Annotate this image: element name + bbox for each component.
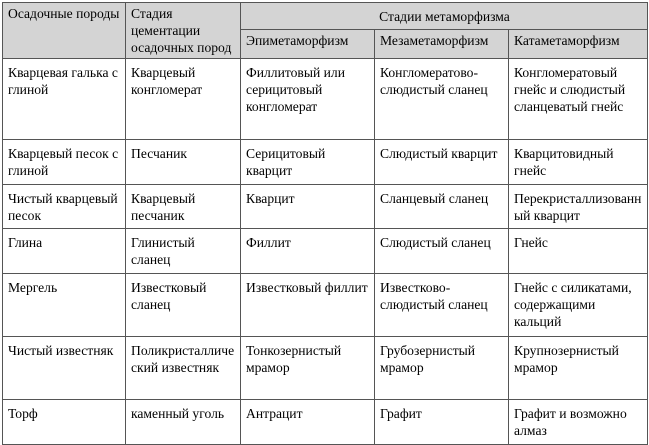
cell-cementation: Поликристаллический известняк	[126, 337, 241, 400]
cell-rock: Кварцевый песок с глиной	[3, 139, 126, 184]
cell-meso: Слюдистый кварцит	[375, 139, 509, 184]
cell-cementation: Песчаник	[126, 139, 241, 184]
cell-kata: Конгломератовый гнейс и слюдистый сланцеватый гнейс	[509, 59, 648, 140]
cell-kata: Гнейс с силикатами, содержащими кальций	[509, 273, 648, 336]
table-header	[3, 3, 648, 59]
cell-cementation: Кварцевый песчаник	[126, 184, 241, 229]
cell-kata: Перекристаллизованный кварцит	[509, 184, 648, 229]
table-row	[3, 337, 648, 400]
cell-cementation: каменный уголь	[126, 400, 241, 445]
cell-meso: Сланцевый сланец	[375, 184, 509, 229]
cell-epi: Филлитовый или серицитовый конгломерат	[241, 59, 375, 140]
header-sedimentary-rocks: Осадочные породы	[3, 3, 126, 59]
cell-meso: Известково-слюдистый сланец	[375, 273, 509, 336]
cell-epi: Известковый филлит	[241, 273, 375, 336]
cell-meso: Слюдистый сланец	[375, 229, 509, 274]
cell-epi: Филлит	[241, 229, 375, 274]
cell-meso: Конгломератово-слюдистый сланец	[375, 59, 509, 140]
cell-rock: Чистый кварцевый песок	[3, 184, 126, 229]
table-body	[3, 59, 648, 445]
cell-meso: Графит	[375, 400, 509, 445]
header-metamorphism-stages: Стадии метаморфизма	[241, 3, 648, 30]
table-row	[3, 229, 648, 274]
cell-rock: Мергель	[3, 273, 126, 336]
cell-rock: Чистый известняк	[3, 337, 126, 400]
cell-kata: Крупнозернистый мрамор	[509, 337, 648, 400]
cell-epi: Антрацит	[241, 400, 375, 445]
table-row	[3, 139, 648, 184]
table-row	[3, 59, 648, 140]
cell-meso: Грубозернистый мрамор	[375, 337, 509, 400]
table-row	[3, 400, 648, 445]
cell-rock: Торф	[3, 400, 126, 445]
table-row	[3, 273, 648, 336]
table-row	[3, 184, 648, 229]
header-cementation-stage: Стадия цементации осадочных пород	[126, 3, 241, 59]
cell-kata: Кварцитовидный гнейс	[509, 139, 648, 184]
cell-rock: Кварцевая галька с глиной	[3, 59, 126, 140]
cell-epi: Кварцит	[241, 184, 375, 229]
cell-cementation: Известковый сланец	[126, 273, 241, 336]
cell-kata: Гнейс	[509, 229, 648, 274]
cell-epi: Серицитовый кварцит	[241, 139, 375, 184]
metamorphism-table	[2, 2, 648, 445]
cell-rock: Глина	[3, 229, 126, 274]
header-katametamorphism: Катаметаморфизм	[509, 30, 648, 59]
cell-kata: Графит и возможно алмаз	[509, 400, 648, 445]
cell-epi: Тонкозернистый мрамор	[241, 337, 375, 400]
header-mesometamorphism: Мезаметаморфизм	[375, 30, 509, 59]
header-epimetamorphism: Эпиметаморфизм	[241, 30, 375, 59]
cell-cementation: Глинистый сланец	[126, 229, 241, 274]
cell-cementation: Кварцевый конгломерат	[126, 59, 241, 140]
